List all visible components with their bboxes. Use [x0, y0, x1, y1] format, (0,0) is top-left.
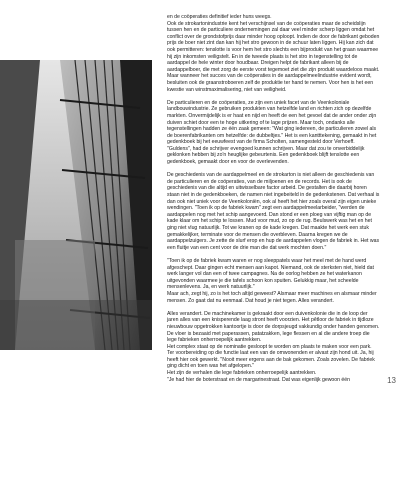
- paragraph: De particulieren en de coöperaties, ze zijn een uniek facet van de Veenkoloniale landbouwindustrie. Ze gebruiken produkten van hetzelfde land en richten zich op dezelfde markten. Onvermijdelijk is er haat en nijd en heeft de een het gevoel dat de ander onder zijn duiven schiet door een te hoge uitkering of te lage prijzen. Maar toch, ondanks alle tegenstellingen hadden ze één zaak gemeen: "Wat ging iedereen, de particulieren zowel als de boerenfabrikanten om hetzelfde: de dubbeltjes." Het is een kantttekening, gemaakt in het gedenkboek bij het eeuwfeest van de firma Scholten, samengesteld door Verhoeff. "Guldens", had de schrijver evengoed kunnen schrijven. Maar dat zou te onverbiddelijk geklonken hebben bij zo'n heuglijke gebeurtenis. Een gedenkboek blijft tenslotte een gedenkboek, gemaakt door en voor de overlevenden.: [167, 99, 377, 166]
- page-number: 13: [387, 376, 396, 385]
- paragraph: De geschiedenis van de aardappelmeel en de strokarton is niet alleen de geschiedenis van de particulieren en de coöperaties, van de miljoenen en de records. Het is ook de geschiedenis van die altijd en uitwisselbare factor arbeid. De gestalten die daarbij horen staan niet in de gedenkboeken, de namen niet ingebeiteld in de gedenkstenen. Dat verhaal is dan ook niet uniek voor de Veenkoloniën, ook al heeft het hier zoals overal zijn eigen unieke wendingen. "Toen ik op de fabriek kwam" zegt een aardappelmeelarbeider, "werden de aardappelen nog met het schip aangevoerd. Dan stond er een ploeg van vijftig man op de kade klaar om het schip te lossen. Mud voor mud, zo op de rug. Beulswerk was het en het ging niet vlug natuurlijk. Tot we kranen op de kade kregen. Dat maakte het werk een stuk gemakkelijker, terminate voor de mensen die overbleven. Daarna kregen we de aardappelzuigers. Je zette de slurf erop en hup de aardappelen vlogen de fabriek in. Het was een fluitje van een cent voor de drie man die dat werk mochten doen.": [167, 172, 380, 251]
- article-column: [167, 14, 380, 383]
- paragraph: Het complex staat op de nominatie gesloopt te worden om plaats te maken voor een park. Ter voorbereiding op die functie laat een van de omwonenden er alvast zijn hond uit. Ja, hij heeft hier ook gewerkt. "Nooit meer ergens aan de bak gekomen. Zoals zovelen. De fabriek ging dicht en toen was het afgelopen.": [167, 343, 375, 370]
- paragraph: Maar ach, zegt hij, zo is het toch altijd geweest? Alsmaar meer machines en alsmaar minder mensen. Zo gaat dat nu eenmaal. Dat houd je niet tegen. Alles verandert.: [167, 290, 377, 304]
- paragraph: Het zijn de verhalen die lege fabrieken onherroepelijk aantrekken.: [167, 370, 317, 377]
- paragraph: "Toen ik op de fabriek kwam waren er nog sleeppatels waar het meel met de hand werd afgeschept. Daar gingen echt mensen aan kapot. Niemand, ook de sterksten niet, hield dat werk langer vol dan een of twee campagnes. Na de oorlog hebben ze het waterkanon uitgevonden waarmee je die tafels schoon kon spuiten. Gelukkig maar, het scheelde mensenlevens. Ja, en werk natuurlijk.": [167, 257, 374, 291]
- factory-photo: [0, 60, 152, 350]
- paragraph: Ook de strokartonindustrie kent het verschijnsel van de coöperaties maar de scheidslijn tussen hen en de particuliere ondernemingen zal daar veel minder scherp liggen omdat het conflict over de grondstofprijs daar minder hoog oploopt. Indien de door de fabrikant geboden prijs de boer niet zint dan kan hij het stro gewoon in de schuur laten liggen. Hij kan zich dat ook permitteren: tenslotte is voor hem het stro slechts een bijprodukt van het graan waarmee hij zijn inkomsten veiligstelt. En in de tweede plaats is het stro in tegenstelling tot de aardappel de hele winter door houdbaar. Dreigen helpt de fabrikant alleen bij de aardappelboer, die met zorg de eerste vorst tegemoet ziet die zijn produkt waardeloos maakt. Maar wanneer het succes van de coöperaties in de aardappelmeelindustrie evident wordt, besluiten ook de graanstroboeren zelf de produktie ter hand te nemen. Voor hen is het een kwestie van winstmaximalisering, niet van veiligheid.: [167, 20, 380, 93]
- paragraph: en de coöperaties definitief ieder huns weegs.: [167, 14, 272, 20]
- factory-photo-image: [0, 60, 152, 350]
- paragraph: "Je had hier de boterstraat en de margarinestraat. Dat was eigenlijk gewoon één: [167, 376, 350, 383]
- paragraph: Alles verandert. De machinekamer is gekraakt door een duivenkolonie die in de loop der jaren alles van een knisperende laag stront heeft voorzien. Het pêtloor de fabriek in tijdloze nieuwbouw opgetrokken kantoortje is door de dorpsjeugd vakkundig onder handen genomen. De vloer is bezaaid met paperassen, patatzakken, lege flessen en al die andere troep die lege fabrieken onherroepelijk aantrekken.: [167, 310, 380, 344]
